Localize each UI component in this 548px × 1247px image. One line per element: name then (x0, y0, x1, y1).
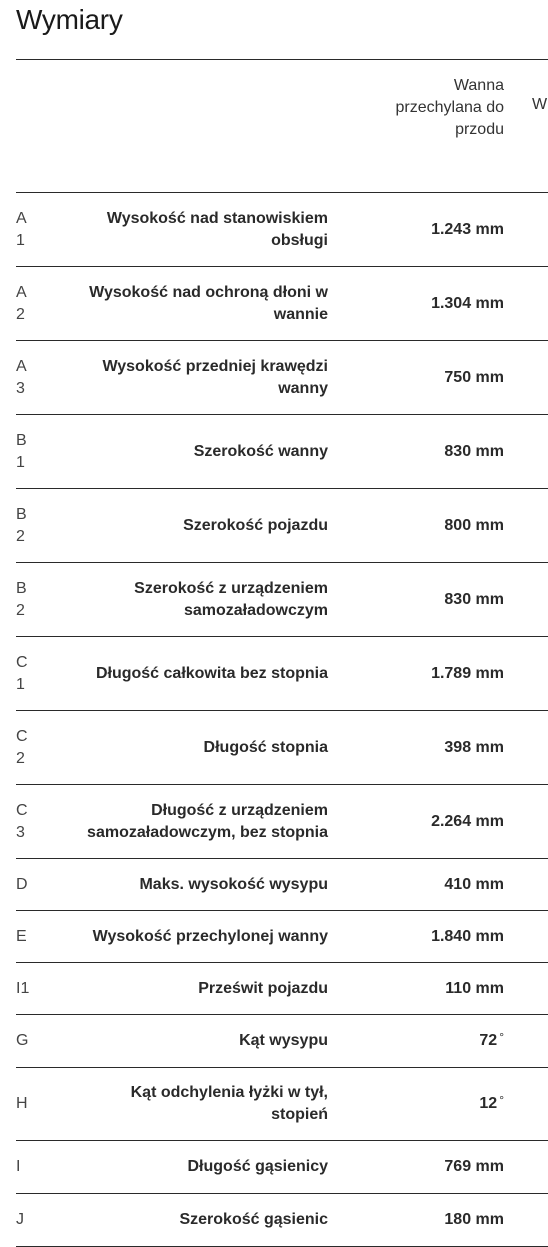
row-label: Długość gąsienicy (187, 1158, 328, 1175)
row-code: D (16, 875, 28, 893)
row-value-wrap (354, 928, 504, 946)
row-value-front-tip (328, 489, 504, 563)
row-value-front-tip (328, 341, 504, 415)
column-header-second (504, 60, 548, 193)
row-value-wrap (354, 1211, 504, 1229)
row-value-wrap (354, 980, 504, 998)
row-value-front-tip (328, 415, 504, 489)
row-value-text: 830 mm (444, 442, 504, 460)
row-label: Wysokość nad stanowiskiem obsługi (106, 209, 328, 249)
row-value-wrap (354, 221, 504, 239)
table-row (16, 1141, 548, 1194)
row-label: Prześwit pojazdu (198, 979, 328, 997)
row-value-wrap (354, 1095, 504, 1113)
row-value-text: 398 mm (444, 738, 504, 756)
row-value-front-tip (328, 193, 504, 267)
row-value-front-tip (328, 1068, 504, 1141)
row-value-front-tip (328, 859, 504, 911)
row-value-text: 1.243 mm (431, 220, 504, 238)
row-code: A 3 (16, 357, 27, 397)
row-value-wrap (354, 295, 504, 313)
row-label: Wysokość nad ochroną dłoni w wannie (89, 283, 328, 323)
row-value-text: 800 mm (444, 516, 504, 534)
row-value-second (504, 267, 548, 341)
row-code: I1 (16, 979, 30, 997)
row-value-second (504, 637, 548, 711)
row-value-unit: ° (499, 1030, 504, 1044)
table-row (16, 341, 548, 415)
row-code: G (16, 1032, 29, 1049)
row-value-text: 180 mm (444, 1211, 504, 1228)
row-code: C 1 (16, 653, 28, 693)
row-value-text: 410 mm (444, 875, 504, 893)
header-label-cell (62, 60, 328, 193)
row-value-text: 750 mm (444, 368, 504, 386)
row-value-text: 2.264 mm (431, 812, 504, 830)
row-value-second (504, 193, 548, 267)
row-value-wrap (354, 369, 504, 387)
row-value-wrap (354, 1032, 504, 1050)
row-value-wrap (354, 443, 504, 461)
row-code: J (16, 1211, 24, 1228)
row-value-text: 1.304 mm (431, 294, 504, 312)
row-value-text: 72 (479, 1032, 498, 1049)
row-value-front-tip (328, 711, 504, 785)
row-code: H (16, 1095, 28, 1112)
row-value-second (504, 563, 548, 637)
row-value-second (504, 341, 548, 415)
row-label: Długość stopnia (203, 738, 328, 756)
row-label: Szerokość wanny (193, 442, 328, 460)
row-value-wrap (354, 739, 504, 757)
row-value-text: 1.789 mm (431, 664, 504, 682)
table-row (16, 1068, 548, 1141)
row-value-second (504, 489, 548, 563)
table-row (16, 415, 548, 489)
table-row (16, 637, 548, 711)
row-value-wrap (354, 665, 504, 683)
row-value-second (504, 963, 548, 1015)
row-label: Kąt odchylenia łyżki w tył, stopień (130, 1084, 328, 1123)
row-value-wrap (354, 813, 504, 831)
row-value-front-tip (328, 267, 504, 341)
row-value-second (504, 1141, 548, 1194)
row-value-second (504, 859, 548, 911)
column-header-second-label: W (532, 96, 548, 113)
row-value-text: 830 mm (444, 590, 504, 608)
row-value-front-tip (328, 1194, 504, 1247)
row-value-front-tip (328, 1015, 504, 1068)
row-value-second (504, 1015, 548, 1068)
row-code: B 1 (16, 431, 27, 471)
row-code: C 3 (16, 801, 28, 841)
row-value-unit: ° (499, 1093, 504, 1107)
dimensions-table (16, 59, 548, 1247)
table-row (16, 193, 548, 267)
table-row (16, 267, 548, 341)
row-value-front-tip (328, 563, 504, 637)
row-code: C 2 (16, 727, 28, 767)
row-value-text: 769 mm (444, 1158, 504, 1175)
row-value-front-tip (328, 911, 504, 963)
row-value-text: 110 mm (445, 979, 504, 997)
table-row (16, 911, 548, 963)
row-value-front-tip (328, 963, 504, 1015)
table-row (16, 963, 548, 1015)
row-value-text: 12 (479, 1095, 498, 1112)
row-value-wrap (354, 591, 504, 609)
row-value-wrap (354, 517, 504, 535)
row-label: Szerokość pojazdu (183, 516, 328, 534)
row-label: Maks. wysokość wysypu (139, 875, 328, 893)
row-value-second (504, 911, 548, 963)
row-value-front-tip (328, 785, 504, 859)
table-row (16, 785, 548, 859)
row-value-wrap (354, 876, 504, 894)
row-value-second (504, 1068, 548, 1141)
page-title: Wymiary (16, 4, 123, 35)
row-label: Szerokość gąsienic (179, 1211, 328, 1228)
row-label: Wysokość przechylonej wanny (92, 927, 328, 945)
row-label: Kąt wysypu (239, 1032, 328, 1049)
row-label: Wysokość przedniej krawędzi wanny (102, 357, 328, 397)
table-row (16, 711, 548, 785)
column-header-front-tip-label: Wanna przechylana do przodu (395, 77, 504, 138)
row-value-text: 1.840 mm (431, 927, 504, 945)
row-label: Długość całkowita bez stopnia (95, 664, 328, 682)
row-code: A 2 (16, 283, 27, 323)
column-header-front-tip (328, 60, 504, 193)
row-value-front-tip (328, 1141, 504, 1194)
table-row (16, 1015, 548, 1068)
table-row (16, 489, 548, 563)
row-code: B 2 (16, 505, 27, 545)
row-value-second (504, 711, 548, 785)
row-value-second (504, 785, 548, 859)
row-code: I (16, 1158, 21, 1175)
table-header-row (16, 60, 548, 193)
table-row (16, 563, 548, 637)
table-row (16, 859, 548, 911)
row-code: B 2 (16, 579, 27, 619)
row-code: A 1 (16, 209, 27, 249)
row-value-wrap (354, 1158, 504, 1176)
row-value-front-tip (328, 637, 504, 711)
row-code: E (16, 927, 27, 945)
row-label: Długość z urządzeniem samozaładowczym, bez stopnia (87, 801, 328, 841)
row-value-second (504, 415, 548, 489)
row-value-second (504, 1194, 548, 1247)
header-code-cell (16, 60, 62, 193)
row-label: Szerokość z urządzeniem samozaładowczym (134, 579, 328, 619)
table-row (16, 1194, 548, 1247)
